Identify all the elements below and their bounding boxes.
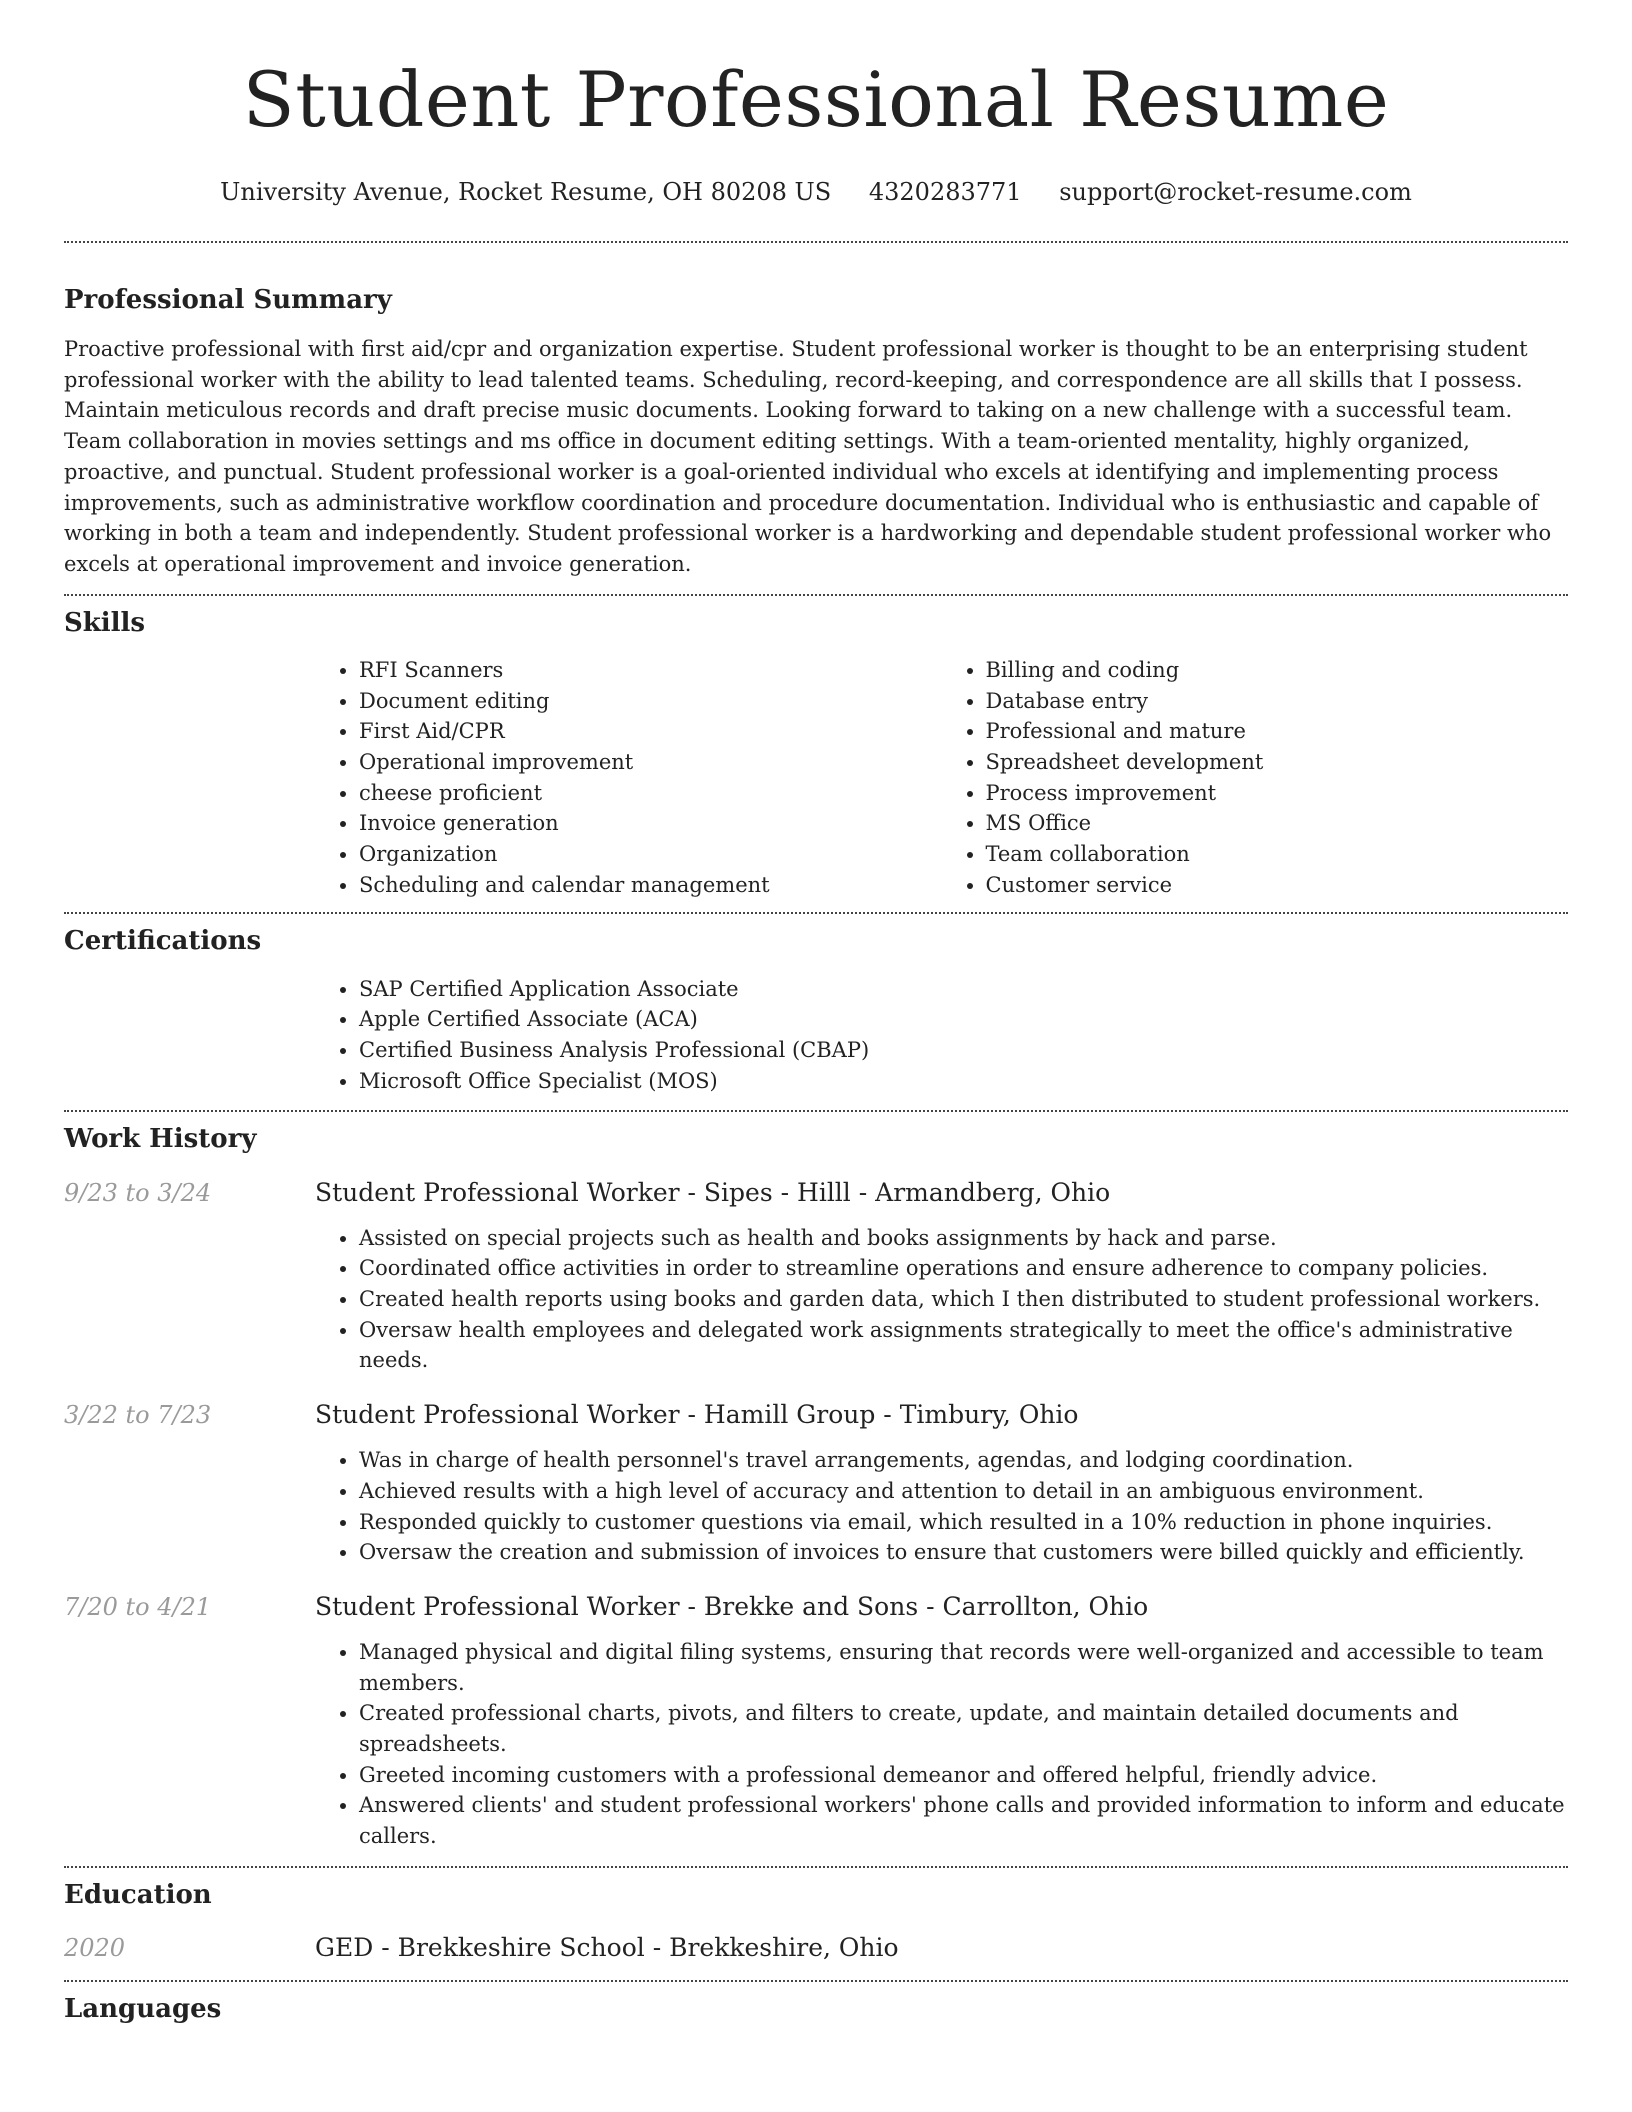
languages-section xyxy=(64,1982,1568,2025)
job-bullet: • Greeted incoming customers with a professional demeanor and offered helpful, friendly advice. xyxy=(359,1760,1568,1791)
education-degree: GED - Brekkeshire School - Brekkeshire, Ohio xyxy=(315,1933,899,1963)
job-header xyxy=(64,1400,1568,1429)
skills-section xyxy=(64,596,1568,901)
job-dates: 3/22 to 7/23 xyxy=(64,1401,212,1430)
contact-address: University Avenue, Rocket Resume, OH 80208 US xyxy=(220,178,832,206)
skill-item: • MS Office xyxy=(986,808,1569,839)
job-bullet: • Was in charge of health personnel's travel arrangements, agendas, and lodging coordination. xyxy=(359,1445,1568,1476)
job-details xyxy=(315,1445,1568,1568)
job-bullet: • Created professional charts, pivots, and filters to create, update, and maintain detailed documents and spreadsheets. xyxy=(359,1698,1568,1759)
job-bullet: • Created health reports using books and garden data, which I then distributed to student professional workers. xyxy=(359,1284,1568,1315)
summary-heading: Professional Summary xyxy=(64,284,392,315)
skill-item: • RFI Scanners xyxy=(359,655,942,686)
job-details xyxy=(315,1637,1568,1852)
skill-item: • Operational improvement xyxy=(359,747,942,778)
job-bullet: • Achieved results with a high level of accuracy and attention to detail in an ambiguous environment. xyxy=(359,1476,1568,1507)
job-dates: 7/20 to 4/21 xyxy=(64,1592,212,1621)
skill-item: • Billing and coding xyxy=(986,655,1569,686)
certification-item: • Certified Business Analysis Professional (CBAP) xyxy=(359,1035,1568,1066)
job-details xyxy=(315,1223,1568,1377)
summary-text: Proactive professional with first aid/cpr and organization expertise. Student professional worker is thought to be an enterprising student professional worker with the ability to lead talented teams. Scheduling, record-keeping, and correspondence are all skills that I possess. Maintain meticulous records and draft precise music documents. Looking forward to taking on a new challenge with a successful team. Team collaboration in movies settings and ms office in document editing settings. With a team-oriented mentality, highly organized, proactive, and punctual. Student professional worker is a goal-oriented individual who excels at identifying and implementing process improvements, such as administrative workflow coordination and procedure documentation. Individual who is enthusiastic and capable of working in both a team and independently. Student professional worker is a hardworking and dependable student professional worker who excels at operational improvement and invoice generation. xyxy=(64,336,1552,576)
job-bullet: • Managed physical and digital filing systems, ensuring that records were well-organized and accessible to team members. xyxy=(359,1637,1568,1698)
skill-item: • Document editing xyxy=(359,686,942,717)
contact-phone: 4320283771 xyxy=(868,178,1022,206)
job-title: Student Professional Worker - Hamill Group - Timbury, Ohio xyxy=(315,1400,1079,1430)
job-list xyxy=(64,1178,1568,1852)
skill-item: • First Aid/CPR xyxy=(359,716,942,747)
certification-item: • Apple Certified Associate (ACA) xyxy=(359,1004,1568,1035)
work-history-heading: Work History xyxy=(64,1124,257,1155)
skill-item: • Organization xyxy=(359,839,942,870)
skills-grid xyxy=(315,655,1568,901)
education-section xyxy=(64,1868,1568,1962)
certifications-list xyxy=(315,974,1568,1097)
job-bullet: • Assisted on special projects such as health and books assignments by hack and parse. xyxy=(359,1223,1568,1254)
certification-item: • SAP Certified Application Associate xyxy=(359,974,1568,1005)
job-dates: 9/23 to 3/24 xyxy=(64,1178,212,1207)
job-bullet-list xyxy=(315,1445,1568,1568)
education-entry xyxy=(64,1933,1568,1962)
certifications-block xyxy=(315,974,1568,1097)
contact-email: support@rocket-resume.com xyxy=(1059,178,1412,206)
job-bullet: • Oversaw health employees and delegated work assignments strategically to meet the office's administrative needs. xyxy=(359,1315,1568,1376)
skill-item: • Scheduling and calendar management xyxy=(359,870,942,901)
skill-item: • Database entry xyxy=(986,686,1569,717)
certifications-heading: Certifications xyxy=(64,926,262,957)
certification-item: • Microsoft Office Specialist (MOS) xyxy=(359,1066,1568,1097)
skill-item: • Spreadsheet development xyxy=(986,747,1569,778)
skill-item: • Invoice generation xyxy=(359,808,942,839)
job-bullet: • Oversaw the creation and submission of invoices to ensure that customers were billed quickly and efficiently. xyxy=(359,1537,1568,1568)
job-bullet: • Responded quickly to customer questions via email, which resulted in a 10% reduction in phone inquiries. xyxy=(359,1507,1568,1538)
education-year: 2020 xyxy=(64,1934,126,1963)
education-heading: Education xyxy=(64,1879,212,1910)
work-history-section xyxy=(64,1112,1568,1851)
job-header xyxy=(64,1178,1568,1207)
summary-section xyxy=(64,243,1568,580)
certifications-section xyxy=(64,914,1568,1096)
job-bullet-list xyxy=(315,1223,1568,1377)
skills-heading: Skills xyxy=(64,607,146,638)
skills-list-right xyxy=(942,655,1569,901)
job-title: Student Professional Worker - Brekke and Sons - Carrollton, Ohio xyxy=(315,1591,1149,1621)
job-header xyxy=(64,1592,1568,1621)
skill-item: • Team collaboration xyxy=(986,839,1569,870)
skill-item: • Professional and mature xyxy=(986,716,1569,747)
job-bullet-list xyxy=(315,1637,1568,1852)
skill-item: • Customer service xyxy=(986,870,1569,901)
job-bullet: • Answered clients' and student professional workers' phone calls and provided information to inform and educate callers. xyxy=(359,1790,1568,1851)
skills-list-left xyxy=(315,655,942,901)
skill-item: • cheese proficient xyxy=(359,778,942,809)
languages-heading: Languages xyxy=(64,1994,222,2025)
job-bullet: • Coordinated office activities in order to streamline operations and ensure adherence to company policies. xyxy=(359,1253,1568,1284)
resume-title: Student Professional Resume xyxy=(242,55,1390,144)
job-title: Student Professional Worker - Sipes - Hilll - Armandberg, Ohio xyxy=(315,1177,1111,1207)
contact-line xyxy=(64,178,1568,207)
skill-item: • Process improvement xyxy=(986,778,1569,809)
